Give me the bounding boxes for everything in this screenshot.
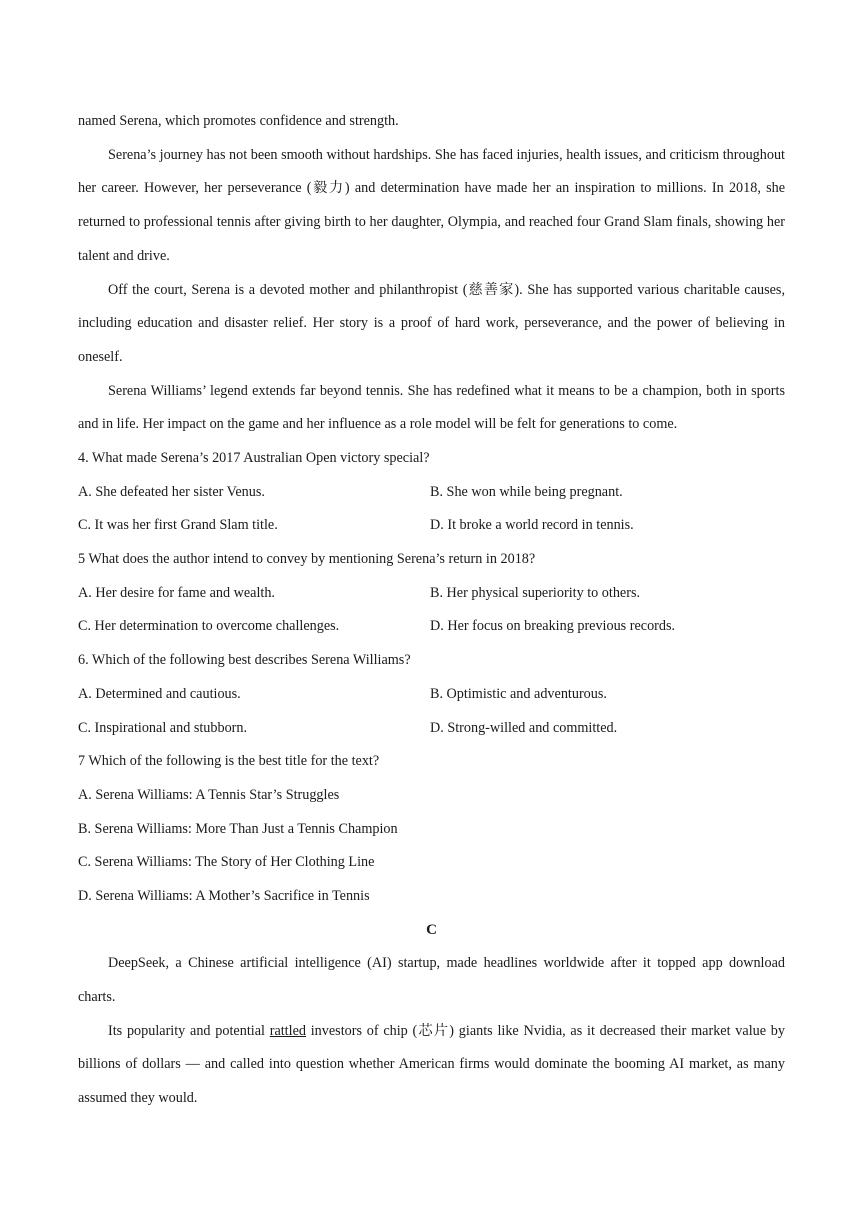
question-6-option-c: C. Inspirational and stubborn. bbox=[78, 719, 248, 736]
paragraph-journey: Serena’s journey has not been smooth without hardships. She has faced injuries, health issues, and criticism throughout her career. However, her perseverance (毅力) and determination have made her an inspiration to millions. In 2018, she returned to professional tennis after giving birth to her daughter, Olympia, and reached four Grand Slam finals, showing her talent and drive. bbox=[78, 146, 785, 264]
paragraph-deepseek: DeepSeek, a Chinese artificial intelligence (AI) startup, made headlines worldwide after it topped app download charts. bbox=[78, 955, 785, 1006]
question-6-options-row-2 bbox=[78, 712, 785, 746]
question-7-stem: 7 Which of the following is the best title for the text? bbox=[78, 753, 380, 770]
question-7-option-d: D. Serena Williams: A Mother’s Sacrifice in Tennis bbox=[78, 887, 370, 904]
underlined-word-rattled: rattled bbox=[269, 1022, 306, 1039]
question-5-option-c: C. Her determination to overcome challenges. bbox=[78, 618, 340, 635]
question-5-option-d: D. Her focus on breaking previous records. bbox=[430, 618, 676, 635]
document-page bbox=[78, 105, 785, 1116]
paragraph-popularity-end: investors of chip (芯片) giants like Nvidia, as it decreased their market value by billions of dollars — and called into question whether American firms would dominate the booming AI market, as many assumed they would. bbox=[78, 1022, 785, 1107]
question-5-option-b: B. Her physical superiority to others. bbox=[430, 584, 641, 601]
question-7-option-c: C. Serena Williams: The Story of Her Clothing Line bbox=[78, 854, 375, 871]
paragraph-legend: Serena Williams’ legend extends far beyond tennis. She has redefined what it means to be a champion, both in sports and in life. Her impact on the game and her influence as a role model will be felt for generations to come. bbox=[78, 382, 785, 433]
question-4-options-row-2 bbox=[78, 509, 785, 543]
question-5-stem: 5 What does the author intend to convey by mentioning Serena’s return in 2018? bbox=[78, 551, 536, 568]
question-4-option-a: A. She defeated her sister Venus. bbox=[78, 483, 265, 500]
question-5-option-a: A. Her desire for fame and wealth. bbox=[78, 584, 275, 601]
question-6-stem: 6. Which of the following best describes Serena Williams? bbox=[78, 652, 411, 669]
question-5-options-row-1 bbox=[78, 577, 785, 611]
question-4-option-b: B. She won while being pregnant. bbox=[430, 483, 623, 500]
section-heading-c: C bbox=[426, 921, 437, 938]
question-6-options-row-1 bbox=[78, 678, 785, 712]
question-5-options-row-2 bbox=[78, 610, 785, 644]
question-6-option-d: D. Strong-willed and committed. bbox=[430, 719, 618, 736]
question-6-option-b: B. Optimistic and adventurous. bbox=[430, 685, 607, 702]
question-4-option-c: C. It was her first Grand Slam title. bbox=[78, 517, 278, 534]
question-6-option-a: A. Determined and cautious. bbox=[78, 685, 241, 702]
question-4-options-row-1 bbox=[78, 476, 785, 510]
paragraph-popularity bbox=[78, 1015, 785, 1116]
paragraph-popularity-start: Its popularity and potential bbox=[108, 1022, 270, 1039]
paragraph-off-court: Off the court, Serena is a devoted mother and philanthropist (慈善家). She has supported various charitable causes, including education and disaster relief. Her story is a proof of hard work, perseverance, and the power of believing in oneself. bbox=[78, 281, 785, 365]
question-7-option-a: A. Serena Williams: A Tennis Star’s Struggles bbox=[78, 786, 340, 803]
question-7-option-b: B. Serena Williams: More Than Just a Tennis Champion bbox=[78, 820, 398, 837]
paragraph-fragment: named Serena, which promotes confidence and strength. bbox=[78, 113, 399, 129]
question-4-option-d: D. It broke a world record in tennis. bbox=[430, 517, 634, 534]
question-4-stem: 4. What made Serena’s 2017 Australian Open victory special? bbox=[78, 450, 430, 467]
